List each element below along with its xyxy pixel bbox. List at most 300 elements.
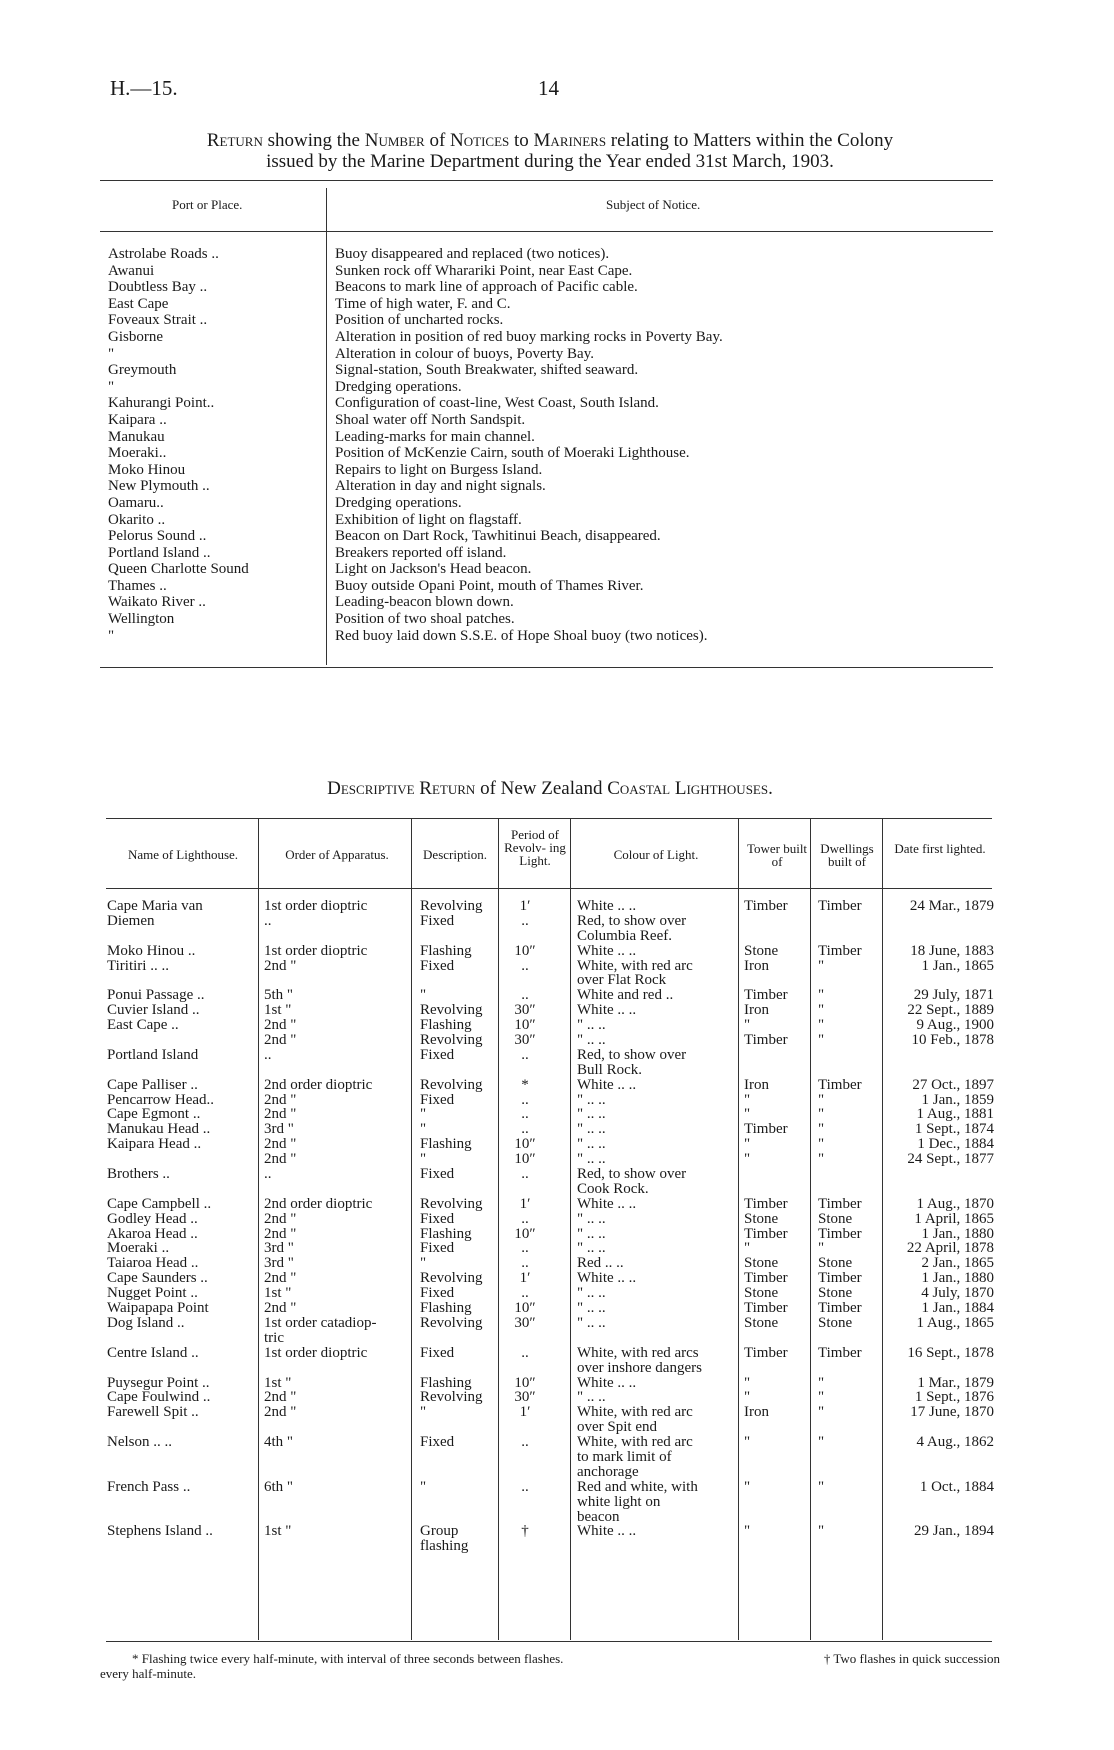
lighthouse-dwell: " xyxy=(818,1478,825,1495)
lighthouse-colour: to mark limit of xyxy=(577,1448,672,1465)
lighthouse-colour: over inshore dangers xyxy=(577,1359,702,1376)
notice-subject: Alteration in day and night signals. xyxy=(335,478,546,495)
notice-port: Moko Hinou xyxy=(108,461,186,478)
notice-port: Portland Island .. xyxy=(108,544,211,561)
notice-subject: Red buoy laid down S.S.E. of Hope Shoal buoy (two notices). xyxy=(335,627,708,644)
lighthouse-order: 2nd " xyxy=(264,1136,297,1153)
notice-subject: Breakers reported off island. xyxy=(335,544,507,561)
lighthouse-colour: Red .. .. xyxy=(577,1255,624,1272)
lighthouse-order: .. xyxy=(264,912,272,929)
lighthouse-period: .. xyxy=(521,1106,529,1123)
lighthouse-name: Diemen xyxy=(107,912,155,929)
lighthouse-name: Waipapapa Point xyxy=(107,1300,209,1317)
notice-port: " xyxy=(108,345,115,362)
lighthouse-row xyxy=(0,1538,1114,1553)
lighthouse-tower: Timber xyxy=(744,1300,788,1317)
lighthouse-colour: " .. .. xyxy=(577,1285,606,1302)
lighthouse-row xyxy=(0,1092,1114,1107)
lighthouses-top-rule xyxy=(106,818,992,819)
lighthouse-period: 1′ xyxy=(519,1404,531,1421)
lighthouse-desc: Revolving xyxy=(420,1032,483,1049)
lighthouse-name: Ponui Passage .. xyxy=(107,987,205,1004)
lighthouse-row xyxy=(0,1032,1114,1047)
lighthouse-row xyxy=(0,1285,1114,1300)
lighthouse-desc: Fixed xyxy=(420,912,455,929)
lighthouse-tower: Timber xyxy=(744,1270,788,1287)
lighthouse-date: 22 Sept., 1889 xyxy=(907,1002,994,1019)
lighthouse-desc: Flashing xyxy=(420,1136,472,1153)
lighthouse-row xyxy=(0,1017,1114,1032)
notice-port: Greymouth xyxy=(108,362,177,379)
notice-port: Awanui xyxy=(108,262,155,279)
title-word-return: Return xyxy=(206,130,263,151)
lighthouse-period: 30″ xyxy=(514,1002,536,1019)
lighthouse-desc: Flashing xyxy=(420,1374,472,1391)
notice-port: New Plymouth .. xyxy=(108,478,210,495)
lighthouse-dwell: " xyxy=(818,1002,825,1019)
lighthouse-colour: White .. .. xyxy=(577,1270,637,1287)
notice-subject: Buoy outside Opani Point, mouth of Thames River. xyxy=(335,577,644,594)
title-word-return: Return xyxy=(419,778,476,799)
lighthouse-row xyxy=(0,1375,1114,1390)
lighthouse-order: 1st order catadiop- xyxy=(264,1314,377,1331)
lighthouse-date: 1 Dec., 1884 xyxy=(917,1136,994,1153)
lighthouse-date: 24 Sept., 1877 xyxy=(907,1151,994,1168)
lighthouse-row xyxy=(0,1062,1114,1077)
lighthouse-colour: White, with red arc xyxy=(577,1434,693,1451)
lighthouse-colour: " .. .. xyxy=(577,1151,606,1168)
lighthouse-row xyxy=(0,1434,1114,1449)
lighthouse-order: 2nd " xyxy=(264,957,297,974)
lighthouse-colour: " .. .. xyxy=(577,1017,606,1034)
lighthouse-dwell: " xyxy=(818,1151,825,1168)
lighthouse-date: 4 Aug., 1862 xyxy=(916,1434,994,1451)
lighthouse-period: .. xyxy=(521,1240,529,1257)
lighthouse-period: 10″ xyxy=(514,1151,536,1168)
lighthouse-tower: " xyxy=(744,1523,751,1540)
lighthouse-row xyxy=(0,898,1114,913)
lighthouse-row xyxy=(0,1270,1114,1285)
lighthouse-row xyxy=(0,1419,1114,1434)
lighthouse-period: 10″ xyxy=(514,942,536,959)
lighthouse-tower: " xyxy=(744,1106,751,1123)
lh-col-period: Period of Revolv- ing Light. xyxy=(504,827,566,868)
lighthouse-row xyxy=(0,1136,1114,1151)
lighthouse-date: 1 Jan., 1859 xyxy=(921,1091,994,1108)
lighthouse-name: Nugget Point .. xyxy=(107,1285,198,1302)
lighthouse-colour: Cook Rock. xyxy=(577,1180,649,1197)
notice-port: " xyxy=(108,378,115,395)
lighthouse-row xyxy=(0,1226,1114,1241)
lighthouse-row xyxy=(0,1523,1114,1538)
lighthouse-colour: Red, to show over xyxy=(577,912,687,929)
notice-subject: Position of two shoal patches. xyxy=(335,611,515,628)
notice-subject: Alteration in position of red buoy marking rocks in Poverty Bay. xyxy=(335,328,723,345)
lighthouse-order: 3rd " xyxy=(264,1240,294,1257)
title-word-descriptive: Descriptive xyxy=(327,778,415,799)
footnote-flashing: * Flashing twice every half-minute, with interval of three seconds between flashes. xyxy=(132,1651,564,1666)
lighthouse-name: Cape Foulwind .. xyxy=(107,1389,211,1406)
lighthouse-row xyxy=(0,972,1114,987)
lighthouse-tower: Stone xyxy=(744,1314,779,1331)
lighthouse-colour: " .. .. xyxy=(577,1240,606,1257)
lighthouse-name: Pencarrow Head.. xyxy=(107,1091,215,1108)
lighthouse-colour: White .. .. xyxy=(577,898,637,914)
lighthouse-desc: flashing xyxy=(420,1538,469,1555)
notice-subject: Light on Jackson's Head beacon. xyxy=(335,561,532,578)
lighthouse-colour: anchorage xyxy=(577,1463,639,1480)
lighthouse-tower: " xyxy=(744,1091,751,1108)
lighthouse-colour: " .. .. xyxy=(577,1225,606,1242)
lighthouse-period: 1′ xyxy=(519,1270,531,1287)
title-word-coastal: Coastal xyxy=(607,778,671,799)
lighthouse-period: .. xyxy=(521,1166,529,1183)
lighthouse-name: Cuvier Island .. xyxy=(107,1002,200,1019)
notice-subject: Exhibition of light on flagstaff. xyxy=(335,511,522,528)
lighthouse-colour: white light on xyxy=(577,1493,661,1510)
lighthouse-desc: " xyxy=(420,1151,427,1168)
lighthouse-order: 2nd " xyxy=(264,1032,297,1049)
lighthouse-colour: White .. .. xyxy=(577,1195,637,1212)
title-fragment: relating to Matters within the Colony xyxy=(606,130,894,151)
lighthouse-desc: Revolving xyxy=(420,1002,483,1019)
lighthouse-row xyxy=(0,1509,1114,1524)
lighthouse-name: Godley Head .. xyxy=(107,1210,198,1227)
lighthouse-row xyxy=(0,943,1114,958)
lighthouse-order: 2nd " xyxy=(264,1300,297,1317)
lighthouse-dwell: Timber xyxy=(818,1195,862,1212)
lighthouse-period: 10″ xyxy=(514,1300,536,1317)
lighthouse-dwell: Timber xyxy=(818,1076,862,1093)
lighthouse-colour: White .. .. xyxy=(577,1523,637,1540)
lighthouse-date: 1 Aug., 1881 xyxy=(916,1106,994,1123)
lighthouse-dwell: " xyxy=(818,1523,825,1540)
lighthouse-date: 24 Mar., 1879 xyxy=(909,898,994,914)
notice-subject: Dredging operations. xyxy=(335,378,462,395)
lighthouse-name: Brothers .. xyxy=(107,1166,170,1183)
lighthouse-dwell: " xyxy=(818,1240,825,1257)
notice-subject: Alteration in colour of buoys, Poverty Bay. xyxy=(335,345,594,362)
lighthouse-row xyxy=(0,1255,1114,1270)
lighthouse-row xyxy=(0,1240,1114,1255)
lighthouse-order: 2nd " xyxy=(264,1270,297,1287)
lighthouse-tower: " xyxy=(744,1240,751,1257)
lighthouse-dwell: " xyxy=(818,1136,825,1153)
lighthouse-row xyxy=(0,1464,1114,1479)
lighthouse-desc: Fixed xyxy=(420,1166,455,1183)
lighthouse-colour: " .. .. xyxy=(577,1210,606,1227)
lighthouse-dwell: " xyxy=(818,1389,825,1406)
lighthouse-order: tric xyxy=(264,1329,284,1346)
lighthouse-order: 2nd " xyxy=(264,1106,297,1123)
lighthouse-tower: Iron xyxy=(744,1002,769,1019)
lighthouse-date: 22 April, 1878 xyxy=(906,1240,994,1257)
lighthouse-order: 2nd order dioptric xyxy=(264,1076,373,1093)
page-reference: H.—15. xyxy=(110,76,178,100)
lighthouse-row xyxy=(0,1181,1114,1196)
lighthouse-order: 1st " xyxy=(264,1374,292,1391)
lighthouse-dwell: " xyxy=(818,957,825,974)
lighthouse-desc: Fixed xyxy=(420,1210,455,1227)
lighthouse-date: 17 June, 1870 xyxy=(910,1404,994,1421)
lighthouse-dwell: Timber xyxy=(818,1300,862,1317)
lighthouse-tower: " xyxy=(744,1017,751,1034)
lighthouse-period: .. xyxy=(521,1210,529,1227)
lighthouse-tower: Timber xyxy=(744,1344,788,1361)
lighthouse-period: .. xyxy=(521,1121,529,1138)
lighthouse-desc: " xyxy=(420,1255,427,1272)
lh-col-name: Name of Lighthouse. xyxy=(127,847,239,862)
lighthouse-name: Moko Hinou .. xyxy=(107,942,196,959)
lighthouse-name: Stephens Island .. xyxy=(107,1523,213,1540)
title-word-number: Number xyxy=(364,130,425,151)
notice-port: " xyxy=(108,627,115,644)
lighthouse-row xyxy=(0,1449,1114,1464)
lighthouse-date: 1 April, 1865 xyxy=(914,1210,994,1227)
lighthouse-tower: Iron xyxy=(744,1076,769,1093)
lighthouse-row xyxy=(0,1494,1114,1509)
lh-col-date: Date first lighted. xyxy=(894,841,986,856)
lighthouse-name: East Cape .. xyxy=(107,1017,179,1034)
lighthouse-tower: " xyxy=(744,1151,751,1168)
lighthouse-dwell: Timber xyxy=(818,942,862,959)
lighthouse-order: 2nd " xyxy=(264,1389,297,1406)
lh-col-tower: Tower built of xyxy=(746,841,808,869)
lighthouse-tower: " xyxy=(744,1374,751,1391)
lighthouse-colour: White, with red arcs xyxy=(577,1344,699,1361)
lighthouse-dwell: " xyxy=(818,1121,825,1138)
lighthouse-row xyxy=(0,1404,1114,1419)
lighthouse-order: 1st " xyxy=(264,1523,292,1540)
notice-subject: Configuration of coast-line, West Coast, South Island. xyxy=(335,395,659,412)
lighthouse-colour: Bull Rock. xyxy=(577,1061,643,1078)
notices-title-line-2: issued by the Marine Department during the Year ended 31st March, 1903. xyxy=(266,151,834,172)
lighthouse-colour: over Flat Rock xyxy=(577,972,667,989)
notice-subject: Position of uncharted rocks. xyxy=(335,312,504,329)
notices-title-line-1 xyxy=(100,130,1000,151)
lighthouse-colour: Columbia Reef. xyxy=(577,927,672,944)
lighthouse-date: 1 Jan., 1880 xyxy=(921,1270,994,1287)
lighthouse-desc: " xyxy=(420,1121,427,1138)
lighthouse-desc: Fixed xyxy=(420,1046,455,1063)
lighthouse-order: 3rd " xyxy=(264,1255,294,1272)
lighthouse-name: Cape Saunders .. xyxy=(107,1270,208,1287)
lighthouse-colour: " .. .. xyxy=(577,1389,606,1406)
lh-col-dwell: Dwellings built of xyxy=(820,841,874,869)
lighthouse-dwell: Timber xyxy=(818,1344,862,1361)
lighthouse-desc: " xyxy=(420,1478,427,1495)
lighthouse-colour: beacon xyxy=(577,1508,620,1525)
lighthouse-period: 30″ xyxy=(514,1314,536,1331)
lighthouse-period: 10″ xyxy=(514,1225,536,1242)
lighthouse-date: 1 Mar., 1879 xyxy=(917,1374,994,1391)
notice-port: Pelorus Sound .. xyxy=(108,528,207,545)
lighthouse-tower: Iron xyxy=(744,1404,769,1421)
lighthouse-dwell: " xyxy=(818,1374,825,1391)
lighthouse-desc: Revolving xyxy=(420,1389,483,1406)
title-fragment: of xyxy=(424,130,451,151)
lighthouse-tower: Iron xyxy=(744,957,769,974)
notice-port: Waikato River .. xyxy=(108,594,206,611)
lighthouses-table-body xyxy=(0,898,1114,1553)
lighthouse-desc: Flashing xyxy=(420,1017,472,1034)
lighthouse-row xyxy=(0,958,1114,973)
title-fragment: of New Zealand xyxy=(475,778,608,799)
lighthouse-row xyxy=(0,1479,1114,1494)
footnote-group-flashing: † Two flashes in quick succession xyxy=(823,1651,1000,1666)
lighthouse-desc: " xyxy=(420,987,427,1004)
notice-subject: Shoal water off North Sandspit. xyxy=(335,411,526,428)
lighthouse-colour: Red, to show over xyxy=(577,1046,687,1063)
notice-port: Thames .. xyxy=(108,577,167,594)
lighthouse-name: Cape Egmont .. xyxy=(107,1106,201,1123)
lighthouse-order: 1st " xyxy=(264,1285,292,1302)
lighthouse-name: Moeraki .. xyxy=(107,1240,170,1257)
lighthouse-desc: Flashing xyxy=(420,1225,472,1242)
lighthouse-dwell: " xyxy=(818,987,825,1004)
lighthouse-period: 10″ xyxy=(514,1374,536,1391)
lighthouse-period: * xyxy=(521,1076,529,1093)
lighthouse-period: .. xyxy=(521,912,529,929)
lighthouse-row xyxy=(0,913,1114,928)
lighthouse-order: 1st order dioptric xyxy=(264,942,368,959)
lighthouse-date: 16 Sept., 1878 xyxy=(907,1344,994,1361)
lighthouse-colour: White, with red arc xyxy=(577,1404,693,1421)
page-number: 14 xyxy=(538,76,559,100)
lighthouse-name: Tiritiri .. .. xyxy=(107,957,169,974)
lighthouse-tower: Timber xyxy=(744,1032,788,1049)
lighthouse-dwell: Stone xyxy=(818,1255,853,1272)
notice-subject: Buoy disappeared and replaced (two notices). xyxy=(335,246,610,262)
title-word-lighthouses: Lighthouses. xyxy=(674,778,773,799)
lighthouse-dwell: " xyxy=(818,1106,825,1123)
lighthouse-period: 10″ xyxy=(514,1136,536,1153)
lighthouse-name: Manukau Head .. xyxy=(107,1121,211,1138)
lighthouse-row xyxy=(0,1389,1114,1404)
lighthouse-colour: White and red .. xyxy=(577,987,674,1004)
lighthouse-row xyxy=(0,1077,1114,1092)
lighthouses-title xyxy=(100,778,1000,800)
lighthouse-colour: White .. .. xyxy=(577,1076,637,1093)
lighthouse-date: 27 Oct., 1897 xyxy=(912,1076,994,1093)
lighthouse-period: .. xyxy=(521,957,529,974)
lighthouse-desc: Revolving xyxy=(420,898,483,914)
lighthouse-desc: Fixed xyxy=(420,1240,455,1257)
lighthouse-name: Centre Island .. xyxy=(107,1344,199,1361)
notice-port: Foveaux Strait .. xyxy=(108,312,208,329)
lighthouse-tower: Timber xyxy=(744,1121,788,1138)
notices-col-subject: Subject of Notice. xyxy=(606,197,701,212)
lighthouse-tower: Timber xyxy=(744,898,788,914)
lighthouse-desc: Revolving xyxy=(420,1076,483,1093)
footnotes xyxy=(100,1651,1000,1681)
notices-column-divider xyxy=(326,188,327,665)
lighthouse-name: Akaroa Head .. xyxy=(107,1225,198,1242)
lighthouse-desc: Flashing xyxy=(420,942,472,959)
lighthouse-dwell: " xyxy=(818,1434,825,1451)
lighthouse-desc: Fixed xyxy=(420,1434,455,1451)
notice-port: Gisborne xyxy=(108,328,163,345)
lighthouse-date: 1 Sept., 1874 xyxy=(914,1121,994,1138)
lighthouse-desc: Group xyxy=(420,1523,459,1540)
lighthouse-order: .. xyxy=(264,1166,272,1183)
lighthouse-tower: " xyxy=(744,1136,751,1153)
lighthouse-order: 1st " xyxy=(264,1002,292,1019)
lighthouse-order: 6th " xyxy=(264,1478,294,1495)
lighthouse-tower: Timber xyxy=(744,1195,788,1212)
lighthouse-date: 1 Jan., 1884 xyxy=(921,1300,994,1317)
lighthouse-colour: White .. .. xyxy=(577,1374,637,1391)
notice-port: Kahurangi Point.. xyxy=(108,395,215,412)
lighthouse-name: Puysegur Point .. xyxy=(107,1374,210,1391)
lighthouse-date: 1 Jan., 1880 xyxy=(921,1225,994,1242)
lighthouse-dwell: Timber xyxy=(818,1270,862,1287)
lighthouse-order: .. xyxy=(264,1046,272,1063)
lighthouse-order: 1st order dioptric xyxy=(264,1344,368,1361)
notice-port: Moeraki.. xyxy=(108,445,167,462)
notice-subject: Dredging operations. xyxy=(335,494,462,511)
lighthouse-colour: " .. .. xyxy=(577,1300,606,1317)
notice-port: Manukau xyxy=(108,428,165,445)
lighthouse-date: 1 Aug., 1870 xyxy=(916,1195,994,1212)
lighthouse-tower: Timber xyxy=(744,987,788,1004)
lighthouse-dwell: Stone xyxy=(818,1285,853,1302)
lighthouse-period: .. xyxy=(521,1478,529,1495)
lighthouse-row xyxy=(0,1166,1114,1181)
lighthouse-desc: Flashing xyxy=(420,1300,472,1317)
lighthouse-order: 2nd " xyxy=(264,1091,297,1108)
lighthouse-date: 1 Oct., 1884 xyxy=(919,1478,994,1495)
lighthouse-order: 1st order dioptric xyxy=(264,898,368,914)
lighthouse-desc: Fixed xyxy=(420,1285,455,1302)
lighthouse-tower: Timber xyxy=(744,1225,788,1242)
lighthouse-colour: " .. .. xyxy=(577,1136,606,1153)
lighthouse-dwell: Stone xyxy=(818,1314,853,1331)
lighthouse-colour: Red, to show over xyxy=(577,1166,687,1183)
lighthouse-colour: over Spit end xyxy=(577,1419,657,1436)
lighthouse-name: Portland Island xyxy=(107,1046,199,1063)
lighthouse-date: 10 Feb., 1878 xyxy=(911,1032,994,1049)
lighthouse-row xyxy=(0,1345,1114,1360)
lighthouse-name: Kaipara Head .. xyxy=(107,1136,202,1153)
notices-col-port: Port or Place. xyxy=(172,197,243,212)
notice-port: Astrolabe Roads .. xyxy=(108,246,219,262)
notice-subject: Sunken rock off Wharariki Point, near East Cape. xyxy=(335,262,633,279)
lighthouse-tower: Stone xyxy=(744,942,779,959)
lighthouse-order: 2nd order dioptric xyxy=(264,1195,373,1212)
lighthouse-dwell: Timber xyxy=(818,1225,862,1242)
lighthouse-row xyxy=(0,1315,1114,1330)
lighthouse-colour: White .. .. xyxy=(577,942,637,959)
notice-subject: Beacon on Dart Rock, Tawhitinui Beach, disappeared. xyxy=(335,528,661,545)
lighthouse-name: Cape Maria van xyxy=(107,898,203,914)
notices-title xyxy=(100,130,1000,172)
notice-port: Kaipara .. xyxy=(108,411,167,428)
lighthouse-colour: " .. .. xyxy=(577,1121,606,1138)
lighthouse-period: .. xyxy=(521,1285,529,1302)
footnote-flashing-cont: every half-minute. xyxy=(100,1666,197,1681)
lighthouse-colour: White .. .. xyxy=(577,1002,637,1019)
lighthouse-period: 30″ xyxy=(514,1389,536,1406)
title-fragment: showing the xyxy=(262,130,365,151)
notices-bottom-rule xyxy=(100,667,993,668)
lighthouse-desc: Revolving xyxy=(420,1314,483,1331)
lighthouse-tower: Stone xyxy=(744,1255,779,1272)
notice-port: East Cape xyxy=(108,295,169,312)
notice-port: Oamaru.. xyxy=(108,494,164,511)
lighthouse-colour: White, with red arc xyxy=(577,957,693,974)
lighthouse-date: 18 June, 1883 xyxy=(910,942,994,959)
